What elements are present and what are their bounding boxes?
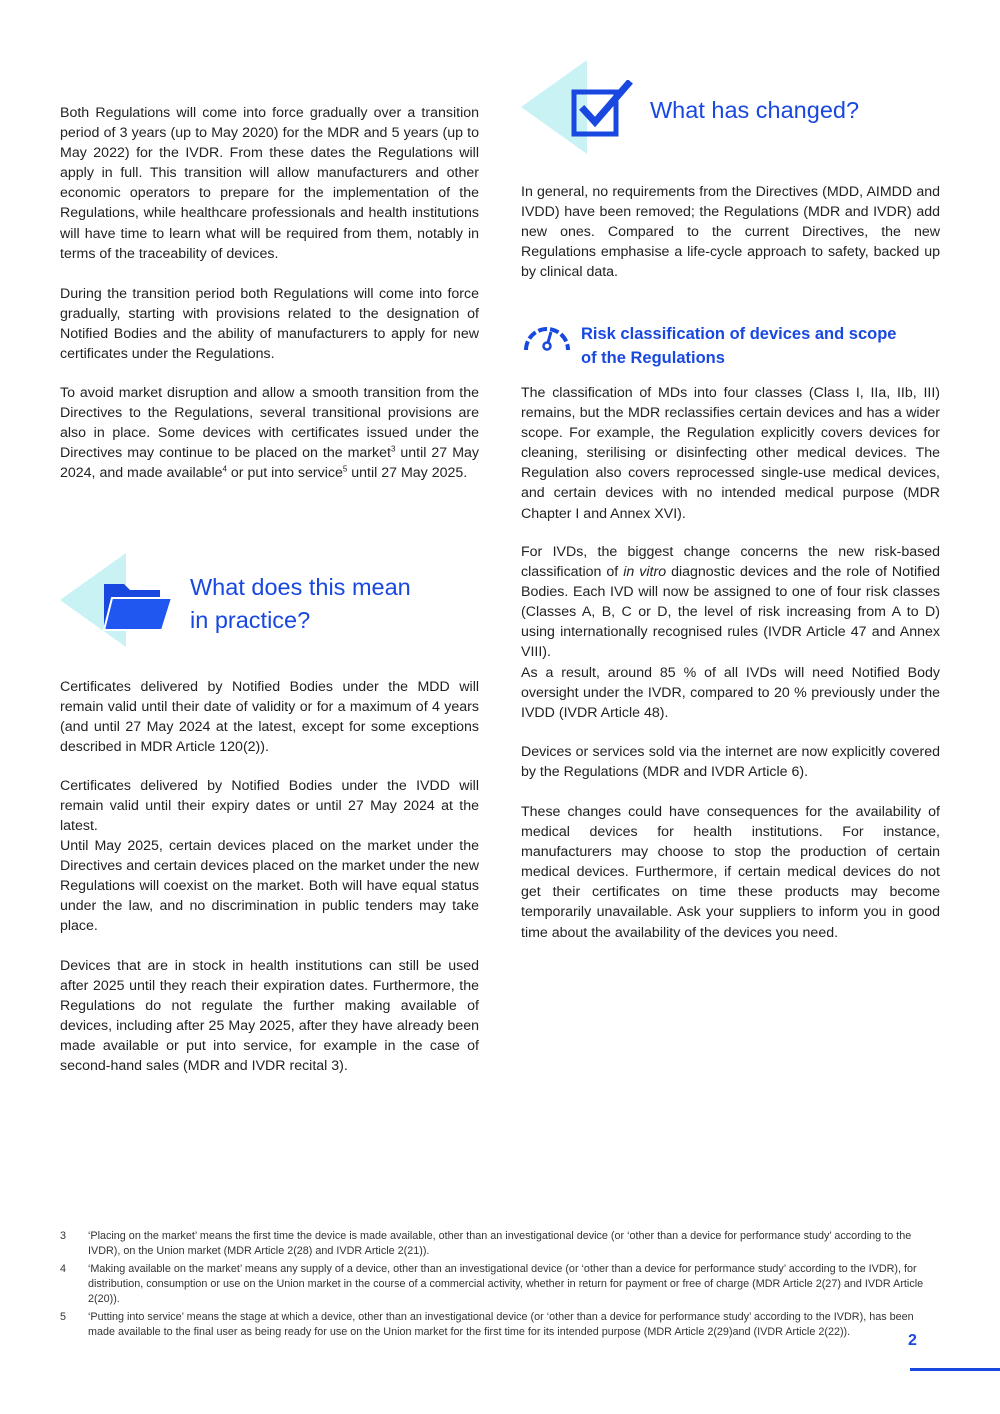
intro-paragraph-1: Both Regulations will come into force gradually over a transition period of 3 years (up to May 2020) for the MDR and 5 years (up to May 2022) for the IVDR. From these dates the Regulations will apply in full. This transition will allow manufacturers and other economic operators to prepare for the implementation of the Regulations, while healthcare professionals and health institutions will have time to learn what will be required from them, notably in terms of the traceability of devices. bbox=[60, 105, 479, 262]
changed-paragraph: In general, no requirements from the Directives (MDD, AIMDD and IVDD) have been removed; the Regulations (MDR and IVDR) add new ones. Compared to the current Directives, the new Regulations emphasise a life-cycle approach to safety, backed up by clinical data. bbox=[521, 184, 940, 281]
risk-heading: Risk classification of devices and scope of the Regulations bbox=[581, 325, 897, 367]
practice-paragraph-3: Until May 2025, certain devices placed on the market under the Directives and certain devices placed on the market under the new Regulations will coexist on the market. Both will have equal status under the law, and no discrimination in public tenders may take place. bbox=[60, 838, 479, 935]
intro-paragraph-3: To avoid market disruption and allow a smooth transition from the Directives to the Regulations, several transitional provisions are also in place. Some devices with certificates issued under the Directives may continue to be placed on the market$^3$ until 27 May 2024, and made available$^4$ or put into service$^5$ until 27 May 2025. bbox=[60, 385, 479, 482]
ivd-result-paragraph: As a result, around 85 % of all IVDs will need Notified Body oversight under the IVDR, compared to 20 % previously under the IVDD (IVDR Article 48). bbox=[521, 665, 940, 722]
practice-heading: What does this mean in practice? bbox=[190, 574, 411, 633]
checkbox-check-icon bbox=[570, 80, 634, 145]
internet-paragraph: Devices or services sold via the internet are now explicitly covered by the Regulations (MDR and IVDR Article 6). bbox=[521, 744, 940, 781]
consequences-paragraph: These changes could have consequences for the availability of medical devices for health institutions. For instance, manufacturers may choose to stop the production of certain medical devices. Furthermore, if certain medical devices do not get their certificates on time these products may become temporarily unavailable. Ask your suppliers to inform you in good time about the availability of the devices you need. bbox=[521, 804, 940, 941]
intro-paragraph-2: During the transition period both Regulations will come into force gradually, starting with provisions related to the designation of Notified Bodies and the ability of manufacturers to apply for new certificates under the Regulations. bbox=[60, 286, 479, 363]
risk-paragraph: The classification of MDs into four classes (Class I, IIa, IIb, III) remains, but the MDR reclassifies certain devices and has a wider scope. For example, the Regulation explicitly covers devices for cleaning, sterilising or disinfecting other medical devices. The Regulation also covers reprocessed single-use medical devices, and certain devices with no intended medical purpose (MDR Chapter I and Annex XVI). bbox=[521, 385, 940, 522]
page-number-rule bbox=[910, 1368, 1000, 1371]
ivd-paragraph: For IVDs, the biggest change concerns the new risk-based classification of in vitro diagnostic devices and the role of Notified Bodies. Each IVD will now be assigned to one of four risk classes (Classes A, B, C or D, the level of risk increasing from A to D) using internationally recognised rules (IVDR Article 47 and Annex VIII). bbox=[521, 544, 940, 661]
changed-heading: What has changed? bbox=[650, 97, 860, 123]
practice-paragraph-4: Devices that are in stock in health institutions can still be used after 2025 until they reach their expiration dates. Furthermore, the Regulations do not regulate the further making available of devices, including after 25 May 2025, after they have already been made available or put into service, for example in the case of second-hand sales (MDR and IVDR recital 3). bbox=[60, 958, 479, 1075]
folder-icon bbox=[102, 576, 174, 637]
page-number: 2 bbox=[908, 1332, 917, 1349]
practice-paragraph-1: Certificates delivered by Notified Bodies under the MDD will remain valid until their date of validity or for a maximum of 4 years (and until 27 May 2024 at the latest, except for some exceptions described in MDR Article 120(2)). bbox=[60, 679, 479, 756]
speedometer-icon bbox=[521, 320, 573, 357]
practice-paragraph-2: Certificates delivered by Notified Bodies under the IVDD will remain valid until their expiry dates or until 27 May 2024 at the latest. bbox=[60, 778, 479, 835]
